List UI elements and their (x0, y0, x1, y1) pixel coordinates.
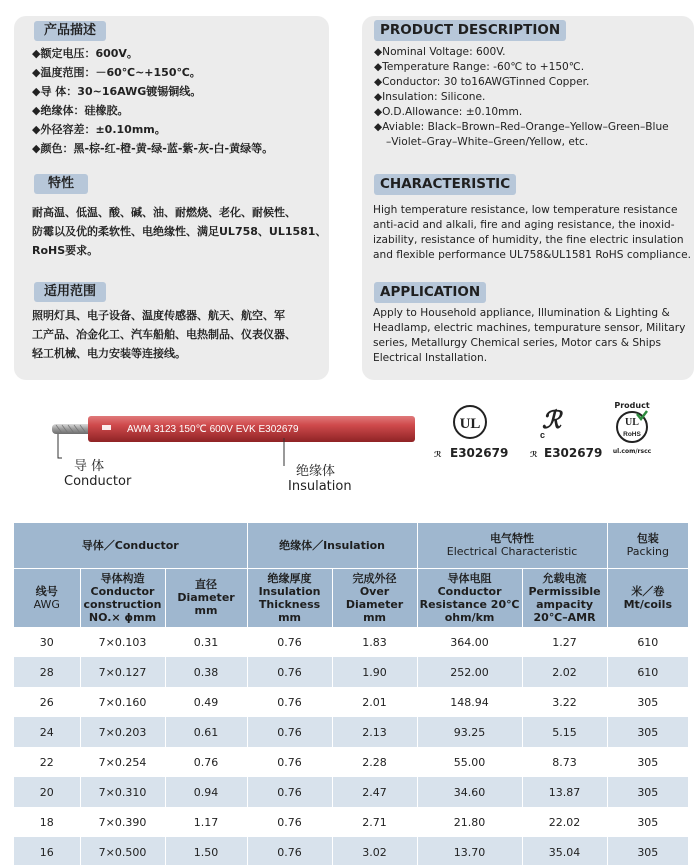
cell-thickness: 0.76 (247, 807, 332, 837)
cn-desc-line: ◆外径容差：±0.10mm。 (32, 123, 166, 136)
en-characteristic-title: CHARACTERISTIC (374, 174, 516, 195)
cell-packing: 305 (607, 777, 688, 807)
cell-resistance: 34.60 (417, 777, 522, 807)
table-row (14, 657, 688, 687)
en-desc-line: ◆O.D.Allowance: ±0.10mm. (374, 106, 523, 118)
col-over-diameter-header: 完成外径 Over Diameter mm (332, 568, 417, 627)
cell-over-diameter: 2.28 (332, 747, 417, 777)
cell-over-diameter: 2.13 (332, 717, 417, 747)
cn-desc-line: ◆额定电压：600V。 (32, 47, 138, 60)
ul-small-mark: ℛ (434, 450, 442, 459)
ur-file-number (530, 446, 602, 460)
cell-awg: 22 (14, 747, 80, 777)
cell-resistance: 13.70 (417, 837, 522, 865)
svg-text:UL: UL (459, 416, 481, 432)
cell-ampacity: 35.04 (522, 837, 607, 865)
cell-diameter: 1.17 (165, 807, 247, 837)
cn-char-line: RoHS要求。 (32, 244, 99, 257)
en-desc-line: ◆Conductor: 30 to16AWGTinned Copper. (374, 76, 590, 88)
col-thickness-header: 绝缘厚度 Insulation Thickness mm (247, 568, 332, 627)
cell-over-diameter: 2.01 (332, 687, 417, 717)
cn-char-line: 耐高温、低温、酸、碱、油、耐燃烧、老化、耐候性、 (32, 206, 296, 219)
cell-packing: 305 (607, 747, 688, 777)
conductor-group-header: 导体／Conductor (14, 523, 247, 568)
cn-desc-line: ◆绝缘体：硅橡胶。 (32, 104, 129, 117)
cell-resistance: 55.00 (417, 747, 522, 777)
cell-thickness: 0.76 (247, 657, 332, 687)
table-row (14, 807, 688, 837)
cell-packing: 305 (607, 807, 688, 837)
cell-construction: 7×0.203 (80, 717, 165, 747)
cn-desc-line: ◆导 体：30~16AWG镀锡铜线。 (32, 85, 202, 98)
table-group-header-row (14, 523, 688, 568)
ul-file-number (434, 446, 508, 460)
conductor-label-cn: 导 体 (74, 459, 105, 474)
callout-lines (0, 430, 320, 475)
insulation-label-en: Insulation (288, 479, 352, 494)
en-desc-line: ◆Insulation: Silicone. (374, 91, 486, 103)
en-application-text: Apply to Household appliance, Illumination & Lighting & Headlamp, electric machines, tempurature sensor, Military series, Metallurgy Chemical series, Motor cars & Ships Electrical Installation. (373, 307, 686, 364)
cell-packing: 305 (607, 687, 688, 717)
electrical-group-header (417, 523, 607, 568)
conductor-label (64, 459, 131, 489)
table-row (14, 627, 688, 657)
cn-app-line: 工产品、冶金化工、汽车船舶、电热制品、仪表仪器、 (32, 328, 296, 341)
col-packing-header: 米／卷 Mt/coils (607, 568, 688, 627)
col-diameter-header: 直径 Diameter mm (165, 568, 247, 627)
cn-app-line: 轻工机械、电力安装等连接线。 (32, 347, 186, 360)
col-construction-header: 导体构造 Conductor construction NO.× ϕmm (80, 568, 165, 627)
cell-ampacity: 8.73 (522, 747, 607, 777)
cell-ampacity: 13.87 (522, 777, 607, 807)
packing-header-en: Packing (626, 545, 669, 559)
cell-construction: 7×0.103 (80, 627, 165, 657)
ur-file-number-text: E302679 (544, 446, 603, 460)
cell-diameter: 0.38 (165, 657, 247, 687)
cell-diameter: 0.49 (165, 687, 247, 717)
table-row (14, 747, 688, 777)
cn-char-line: 防霉以及优的柔软性、电绝缘性、满足UL758、UL1581、 (32, 225, 327, 238)
ur-recognized-logo (538, 404, 582, 440)
cell-resistance: 93.25 (417, 717, 522, 747)
en-description-list (374, 45, 669, 150)
en-desc-line: ◆Nominal Voltage: 600V. (374, 46, 506, 58)
cell-construction: 7×0.160 (80, 687, 165, 717)
cell-thickness: 0.76 (247, 687, 332, 717)
cell-resistance: 21.80 (417, 807, 522, 837)
insulation-label (288, 464, 352, 494)
cell-awg: 20 (14, 777, 80, 807)
table-column-header-row (14, 568, 688, 627)
cell-ampacity: 5.15 (522, 717, 607, 747)
cell-packing: 610 (607, 657, 688, 687)
cell-ampacity: 22.02 (522, 807, 607, 837)
cell-resistance: 148.94 (417, 687, 522, 717)
cell-over-diameter: 2.71 (332, 807, 417, 837)
cn-desc-line: ◆颜色：黑-棕-红-橙-黄-绿-蓝-紫-灰-白-黄绿等。 (32, 142, 274, 155)
svg-text:c: c (540, 430, 546, 440)
cn-desc-line: ◆温度范围：－60℃~+150℃。 (32, 66, 201, 79)
cell-over-diameter: 3.02 (332, 837, 417, 865)
cell-packing: 610 (607, 627, 688, 657)
cell-thickness: 0.76 (247, 627, 332, 657)
cell-construction: 7×0.254 (80, 747, 165, 777)
conductor-label-en: Conductor (64, 474, 132, 489)
ul-listed-logo (452, 404, 488, 440)
svg-text:UL: UL (625, 417, 639, 428)
cell-diameter: 0.31 (165, 627, 247, 657)
cn-characteristic-text (32, 203, 326, 260)
en-description-title: PRODUCT DESCRIPTION (374, 20, 566, 41)
cell-thickness: 0.76 (247, 777, 332, 807)
cell-ampacity: 3.22 (522, 687, 607, 717)
packing-group-header (607, 523, 688, 568)
electrical-header-cn: 电气特性 (490, 532, 535, 546)
col-awg-header: 线号 AWG (14, 568, 80, 627)
en-desc-line: ◆Temperature Range: -60℃ to +150℃. (374, 61, 585, 73)
cell-ampacity: 2.02 (522, 657, 607, 687)
cable-print-text: AWM 3123 150℃ 600V EVK E302679 (127, 424, 299, 435)
cn-application-title: 适用范围 (34, 282, 106, 302)
en-desc-line: –Violet–Gray–White–Green/Yellow, etc. (386, 136, 589, 148)
table-row (14, 717, 688, 747)
cell-ampacity: 1.27 (522, 627, 607, 657)
english-description-panel (362, 16, 694, 380)
cell-awg: 18 (14, 807, 80, 837)
cn-app-line: 照明灯具、电子设备、温度传感器、航天、航空、军 (32, 309, 285, 322)
cn-application-text (32, 306, 296, 363)
ur-small-mark: ℛ (530, 450, 538, 459)
cell-construction: 7×0.390 (80, 807, 165, 837)
cell-construction: 7×0.310 (80, 777, 165, 807)
cell-awg: 30 (14, 627, 80, 657)
cell-diameter: 0.94 (165, 777, 247, 807)
packing-header-cn: 包装 (636, 532, 659, 546)
ul-rohs-product-mark (608, 401, 656, 457)
electrical-header-en: Electrical Characteristic (446, 545, 578, 559)
cn-description-title: 产品描述 (34, 21, 106, 41)
cn-description-list (32, 44, 273, 158)
cell-diameter: 0.61 (165, 717, 247, 747)
cell-thickness: 0.76 (247, 717, 332, 747)
svg-text:ℛ: ℛ (542, 408, 562, 434)
cn-characteristic-title: 特性 (34, 174, 88, 194)
cell-awg: 26 (14, 687, 80, 717)
cell-packing: 305 (607, 717, 688, 747)
col-resistance-header: 导体电阻 Conductor Resistance 20℃ ohm/km (417, 568, 522, 627)
table-row (14, 687, 688, 717)
insulation-label-cn: 绝缘体 (296, 464, 336, 479)
table-row (14, 777, 688, 807)
cell-awg: 28 (14, 657, 80, 687)
cell-diameter: 0.76 (165, 747, 247, 777)
cell-awg: 16 (14, 837, 80, 865)
cell-construction: 7×0.500 (80, 837, 165, 865)
rohs-badge-icon (615, 410, 649, 444)
cell-diameter: 1.50 (165, 837, 247, 865)
cell-over-diameter: 1.83 (332, 627, 417, 657)
cell-packing: 305 (607, 837, 688, 865)
insulation-group-header: 绝缘体／Insulation (247, 523, 417, 568)
spec-table (14, 523, 688, 865)
en-desc-line: ◆Aviable: Black–Brown–Red–Orange–Yellow–Green–Blue (374, 121, 669, 133)
cell-thickness: 0.76 (247, 837, 332, 865)
ul-url: ul.com/rscc (612, 448, 652, 455)
cell-construction: 7×0.127 (80, 657, 165, 687)
cell-over-diameter: 2.47 (332, 777, 417, 807)
cell-resistance: 364.00 (417, 627, 522, 657)
en-characteristic-text: High temperature resistance, low temperature resistance anti-acid and alkali, fire and aging resistance, the inoxid-izability, resistance of humidity, the fine electric insulation and flexible performance UL758&UL1581 RoHS compliance. (373, 204, 691, 261)
svg-text:RoHS: RoHS (623, 431, 641, 438)
chinese-description-panel (14, 16, 329, 380)
cell-resistance: 252.00 (417, 657, 522, 687)
cell-over-diameter: 1.90 (332, 657, 417, 687)
table-row (14, 837, 688, 865)
ul-file-number-text: E302679 (450, 446, 509, 460)
cell-awg: 24 (14, 717, 80, 747)
en-application-title: APPLICATION (374, 282, 486, 303)
product-word: Product (614, 401, 650, 410)
col-ampacity-header: 允载电流 Permissible ampacity 20℃–AMR (522, 568, 607, 627)
cell-thickness: 0.76 (247, 747, 332, 777)
